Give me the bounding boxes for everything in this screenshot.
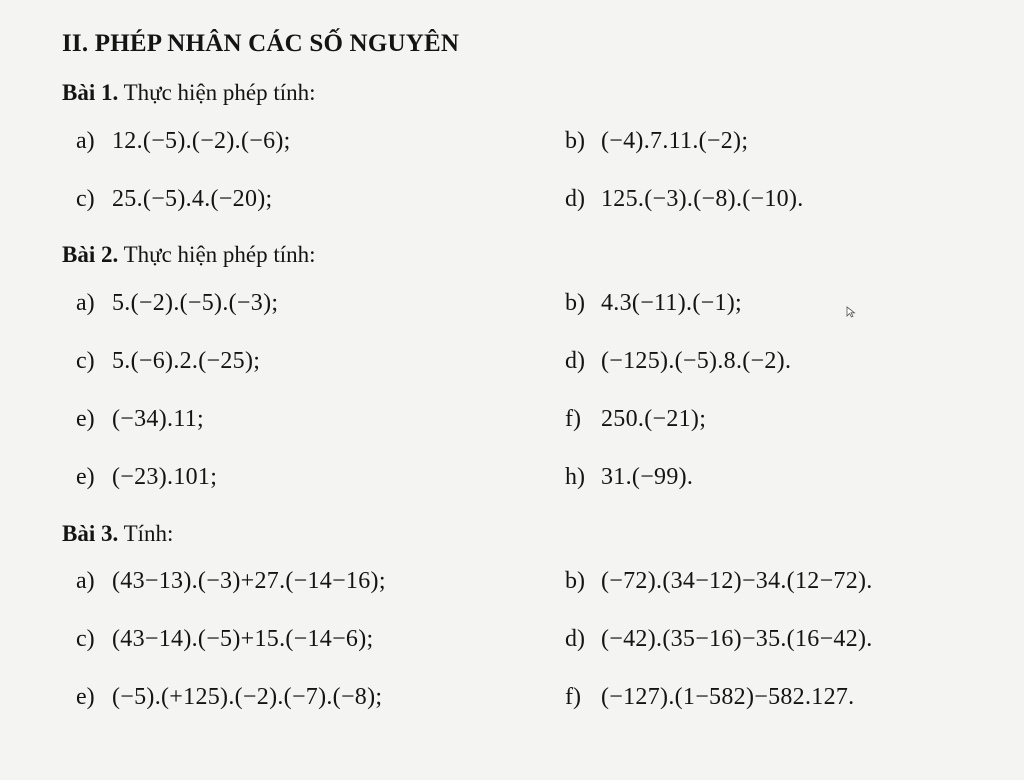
bai3-item-e [76, 684, 382, 711]
item-expression: 4.3(−11).(−1); [601, 290, 743, 316]
bai2-item-d [565, 348, 791, 375]
item-label: d) [565, 626, 585, 652]
item-expression: 12.(−5).(−2).(−6); [112, 128, 291, 154]
bai2-item-h [565, 464, 693, 491]
item-label: d) [565, 186, 585, 212]
bai3-item-c [76, 626, 374, 653]
section-title: II. PHÉP NHÂN CÁC SỐ NGUYÊN [62, 30, 460, 57]
item-label: b) [565, 290, 585, 316]
item-label: c) [76, 186, 95, 212]
item-expression: (−34).11; [112, 406, 204, 432]
item-label: d) [565, 348, 585, 374]
bai1-item-b [565, 128, 748, 155]
bai2-title: Thực hiện phép tính: [123, 242, 316, 267]
bai1-label: Bài 1. [62, 80, 119, 105]
item-expression: (43−14).(−5)+15.(−14−6); [112, 626, 374, 652]
item-label: b) [565, 568, 585, 594]
item-expression: 5.(−6).2.(−25); [112, 348, 261, 374]
item-expression: 250.(−21); [601, 406, 707, 432]
bai3-item-f [565, 684, 854, 711]
bai2-item-c [76, 348, 260, 375]
item-label: a) [76, 290, 95, 316]
item-label: e) [76, 684, 95, 710]
item-label: f) [565, 406, 581, 432]
bai1-heading [62, 80, 316, 106]
bai2-item-a [76, 290, 278, 317]
item-label: a) [76, 128, 95, 154]
bai3-item-d [565, 626, 873, 653]
bai3-item-b [565, 568, 873, 595]
item-expression: 25.(−5).4.(−20); [112, 186, 273, 212]
bai1-title: Thực hiện phép tính: [123, 80, 316, 105]
bai3-label: Bài 3. [62, 521, 119, 546]
bai1-item-c [76, 186, 273, 213]
bai3-title: Tính: [123, 521, 174, 546]
item-label: a) [76, 568, 95, 594]
item-expression: (−72).(34−12)−34.(12−72). [601, 568, 873, 594]
item-expression: (43−13).(−3)+27.(−14−16); [112, 568, 386, 594]
item-label: b) [565, 128, 585, 154]
item-label: c) [76, 348, 95, 374]
item-expression: 125.(−3).(−8).(−10). [601, 186, 804, 212]
bai2-item-b [565, 290, 742, 317]
item-expression: 31.(−99). [601, 464, 694, 490]
item-label: f) [565, 684, 581, 710]
item-expression: (−42).(35−16)−35.(16−42). [601, 626, 873, 652]
bai2-heading [62, 242, 316, 268]
bai1-item-a [76, 128, 291, 155]
bai2-item-f [565, 406, 706, 433]
item-expression: (−127).(1−582)−582.127. [601, 684, 855, 710]
item-expression: (−5).(+125).(−2).(−7).(−8); [112, 684, 383, 710]
bai2-label: Bài 2. [62, 242, 119, 267]
bai3-heading [62, 521, 173, 547]
bai2-item-g [76, 464, 217, 491]
item-label: h) [565, 464, 585, 490]
bai3-item-a [76, 568, 386, 595]
item-label: e) [76, 406, 95, 432]
item-expression: (−4).7.11.(−2); [601, 128, 749, 154]
mouse-cursor-icon [846, 306, 856, 318]
item-expression: (−125).(−5).8.(−2). [601, 348, 792, 374]
bai2-item-e [76, 406, 204, 433]
item-expression: (−23).101; [112, 464, 218, 490]
item-label: e) [76, 464, 95, 490]
item-expression: 5.(−2).(−5).(−3); [112, 290, 279, 316]
item-label: c) [76, 626, 95, 652]
bai1-item-d [565, 186, 804, 213]
